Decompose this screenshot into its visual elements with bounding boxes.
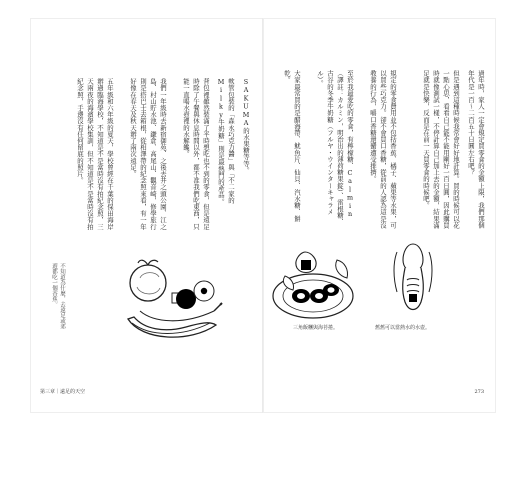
left-page xyxy=(30,18,263,413)
thermos-illustration xyxy=(383,238,443,320)
left-side-note: 不知道為什麼，去遠足或郊遊都吃一個香蕉。 xyxy=(51,263,65,329)
caption-onigiri: 三角飯糰與海苔捲。 xyxy=(293,325,339,331)
book-spread xyxy=(30,18,496,413)
right-paragraph-5: 大家最常買的是醋海帶、魷魚片、仙貝、汽水糖、餅乾。 xyxy=(283,70,301,222)
right-page xyxy=(263,18,496,413)
right-paragraph-2: 但是遇到這種時候我常會好好地計算。買的時候可以花一點心思，看看自己能不能用剛好一百日圓，因此購買時就像測試一樣，不停計算自己加上去的金額，結果滿足就是快樂，反而是在前一天買零食的時候吧。 xyxy=(422,70,460,229)
right-paragraph-1: 過年時，家人一定會規定買零食的金額上限，我們那個年代是一百～二百五十日圓左右吧？ xyxy=(467,70,485,229)
left-paragraph-5: 五年級和六年級的夏天，學校曾經在千葉的保田海岸辦過臨海學校，不知道是不是當時沒有拍紀念照，三天兩夜的海濱學校集訓，但不知道是不是當時沒有拍紀念照，手邊沒有任何留底的照片。 xyxy=(76,78,114,230)
onigiri-illustration xyxy=(267,240,359,328)
left-paragraph-3: 背包裡雖然裝滿了平時想吃也不到的零食，但是遠足時除了午餐與休息時間以外，都不准我們吃東西，只能一直喝水壺裡的水解饞。 xyxy=(182,78,210,230)
left-paragraph-1: SAKUMA的水果糖等等。 xyxy=(242,78,250,174)
left-page-footer: 第三章｜遠足的天空 xyxy=(40,389,86,395)
left-paragraph-4: 我們一年級時去新宿御苑、之後去井之頭公園、江之島、村山貯水池、鎌倉、高尾山、觀音崎，修學旅行則是搭巴士去箱根，從相澤帶的紀念照來看，有一年好像在春天及秋天辦了兩次遠足。 xyxy=(129,78,167,230)
right-paragraph-4: 至於我最愛吃的零食，有檸檬糖、Calmin（譯註：カルミン，明治出的薄荷糖果錠）、雷根糖、古谷的冬季牛奶糖（フルヤ・ウインターキャラメル）。 xyxy=(316,70,354,226)
right-paragraph-3: 規定的零食費用並不包括香蕉、橘子、蘋果等水果，可以買些巧克力。卻不會買口香糖，從前的人認為這是沒教養的行為，嚼口香糖還蠻遭受排擠。 xyxy=(369,70,397,229)
right-page-number: 273 xyxy=(474,389,484,395)
fruit-illustration xyxy=(110,253,230,353)
caption-thermos: 舊舊可以當熱水的水壺。 xyxy=(375,325,431,331)
left-paragraph-2: 軟管包裝的「森永巧克力醬」與「不二家的Milky牛奶糖」則是最熱門的產品。 xyxy=(217,78,235,205)
